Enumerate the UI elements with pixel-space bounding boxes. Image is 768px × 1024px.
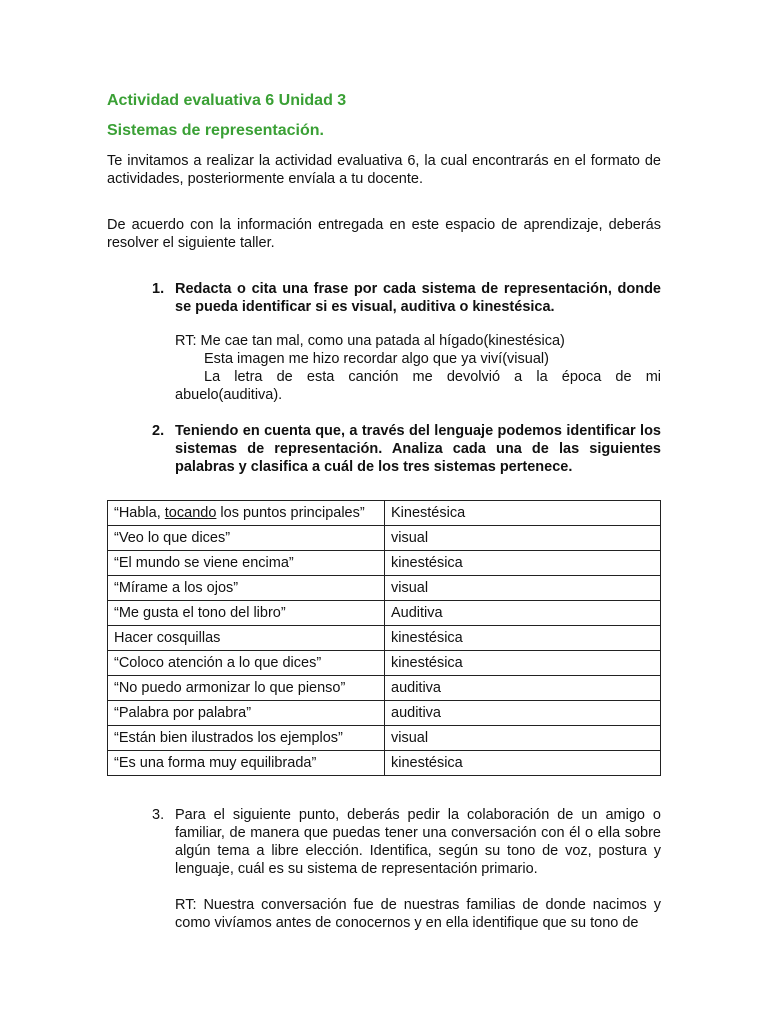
phrase-cell: “Me gusta el tono del libro”: [108, 601, 385, 626]
system-cell: kinestésica: [385, 551, 661, 576]
answer-1-line-1: RT: Me cae tan mal, como una patada al hígado(kinestésica): [175, 333, 565, 349]
intro-paragraph-2: De acuerdo con la información entregada en este espacio de aprendizaje, deberás resolver el siguiente taller.: [107, 217, 661, 251]
answer-1-line-3: La letra de esta canción me devolvió a la época de mi: [204, 369, 661, 385]
phrase-cell: Hacer cosquillas: [108, 626, 385, 651]
table-row: [108, 526, 661, 551]
table-row: [108, 551, 661, 576]
question-1-text: Redacta o cita una frase por cada sistema de representación, donde se pueda identificar si es visual, auditiva o kinestésica.: [175, 281, 661, 315]
question-2-number: 2.: [152, 423, 165, 439]
question-3-text: Para el siguiente punto, deberás pedir la colaboración de un amigo o familiar, de manera que puedas tener una conversación con él o ella sobre algún tema a libre elección. Identifica, según su tono de voz, postura y lenguaje, cuál es su sistema de representación primario.: [175, 807, 661, 877]
phrase-post: los puntos principales”: [216, 505, 365, 521]
phrase-cell: “Es una forma muy equilibrada”: [108, 751, 385, 776]
table-row: [108, 726, 661, 751]
system-cell: visual: [385, 726, 661, 751]
phrase-cell: [108, 501, 385, 526]
system-cell: kinestésica: [385, 651, 661, 676]
phrase-pre: “Habla,: [114, 505, 165, 521]
question-3: [107, 806, 661, 878]
classification-table: [107, 500, 661, 776]
table-row: [108, 601, 661, 626]
system-cell: kinestésica: [385, 751, 661, 776]
table-row: [108, 576, 661, 601]
system-cell: Kinestésica: [385, 501, 661, 526]
table-row: [108, 626, 661, 651]
table-row: [108, 501, 661, 526]
system-cell: Auditiva: [385, 601, 661, 626]
document-page: [107, 88, 661, 947]
answer-1-line-4: abuelo(auditiva).: [175, 387, 283, 403]
question-2-text: Teniendo en cuenta que, a través del lenguaje podemos identificar los sistemas de representación. Analiza cada una de las siguientes palabras y clasifica a cuál de los tres sistemas pertenece.: [175, 423, 661, 475]
system-cell: auditiva: [385, 701, 661, 726]
system-cell: visual: [385, 526, 661, 551]
system-cell: auditiva: [385, 676, 661, 701]
system-cell: visual: [385, 576, 661, 601]
question-2: [107, 422, 661, 476]
question-3-number: 3.: [152, 807, 165, 823]
question-1: [107, 280, 661, 316]
table-row: [108, 751, 661, 776]
document-title: Actividad evaluativa 6 Unidad 3: [107, 92, 347, 109]
phrase-cell: “Veo lo que dices”: [108, 526, 385, 551]
question-1-answer: [107, 332, 661, 404]
system-cell: kinestésica: [385, 626, 661, 651]
phrase-cell: “Están bien ilustrados los ejemplos”: [108, 726, 385, 751]
table-row: [108, 651, 661, 676]
document-subtitle: Sistemas de representación.: [107, 122, 324, 139]
phrase-cell: “No puedo armonizar lo que pienso”: [108, 676, 385, 701]
question-1-number: 1.: [152, 281, 165, 297]
answer-1-line-2: Esta imagen me hizo recordar algo que ya viví(visual): [204, 351, 549, 367]
phrase-underlined: tocando: [164, 505, 217, 521]
phrase-cell: “El mundo se viene encima”: [108, 551, 385, 576]
table-row: [108, 676, 661, 701]
intro-paragraph-1: Te invitamos a realizar la actividad evaluativa 6, la cual encontrarás en el formato de actividades, posteriormente envíala a tu docente.: [107, 153, 661, 187]
table-row: [108, 701, 661, 726]
phrase-cell: “Coloco atención a lo que dices”: [108, 651, 385, 676]
phrase-cell: “Mírame a los ojos”: [108, 576, 385, 601]
phrase-cell: “Palabra por palabra”: [108, 701, 385, 726]
question-3-answer: RT: Nuestra conversación fue de nuestras familias de donde nacimos y como vivíamos antes de conocernos y en ella identifique que su tono de: [175, 897, 661, 931]
